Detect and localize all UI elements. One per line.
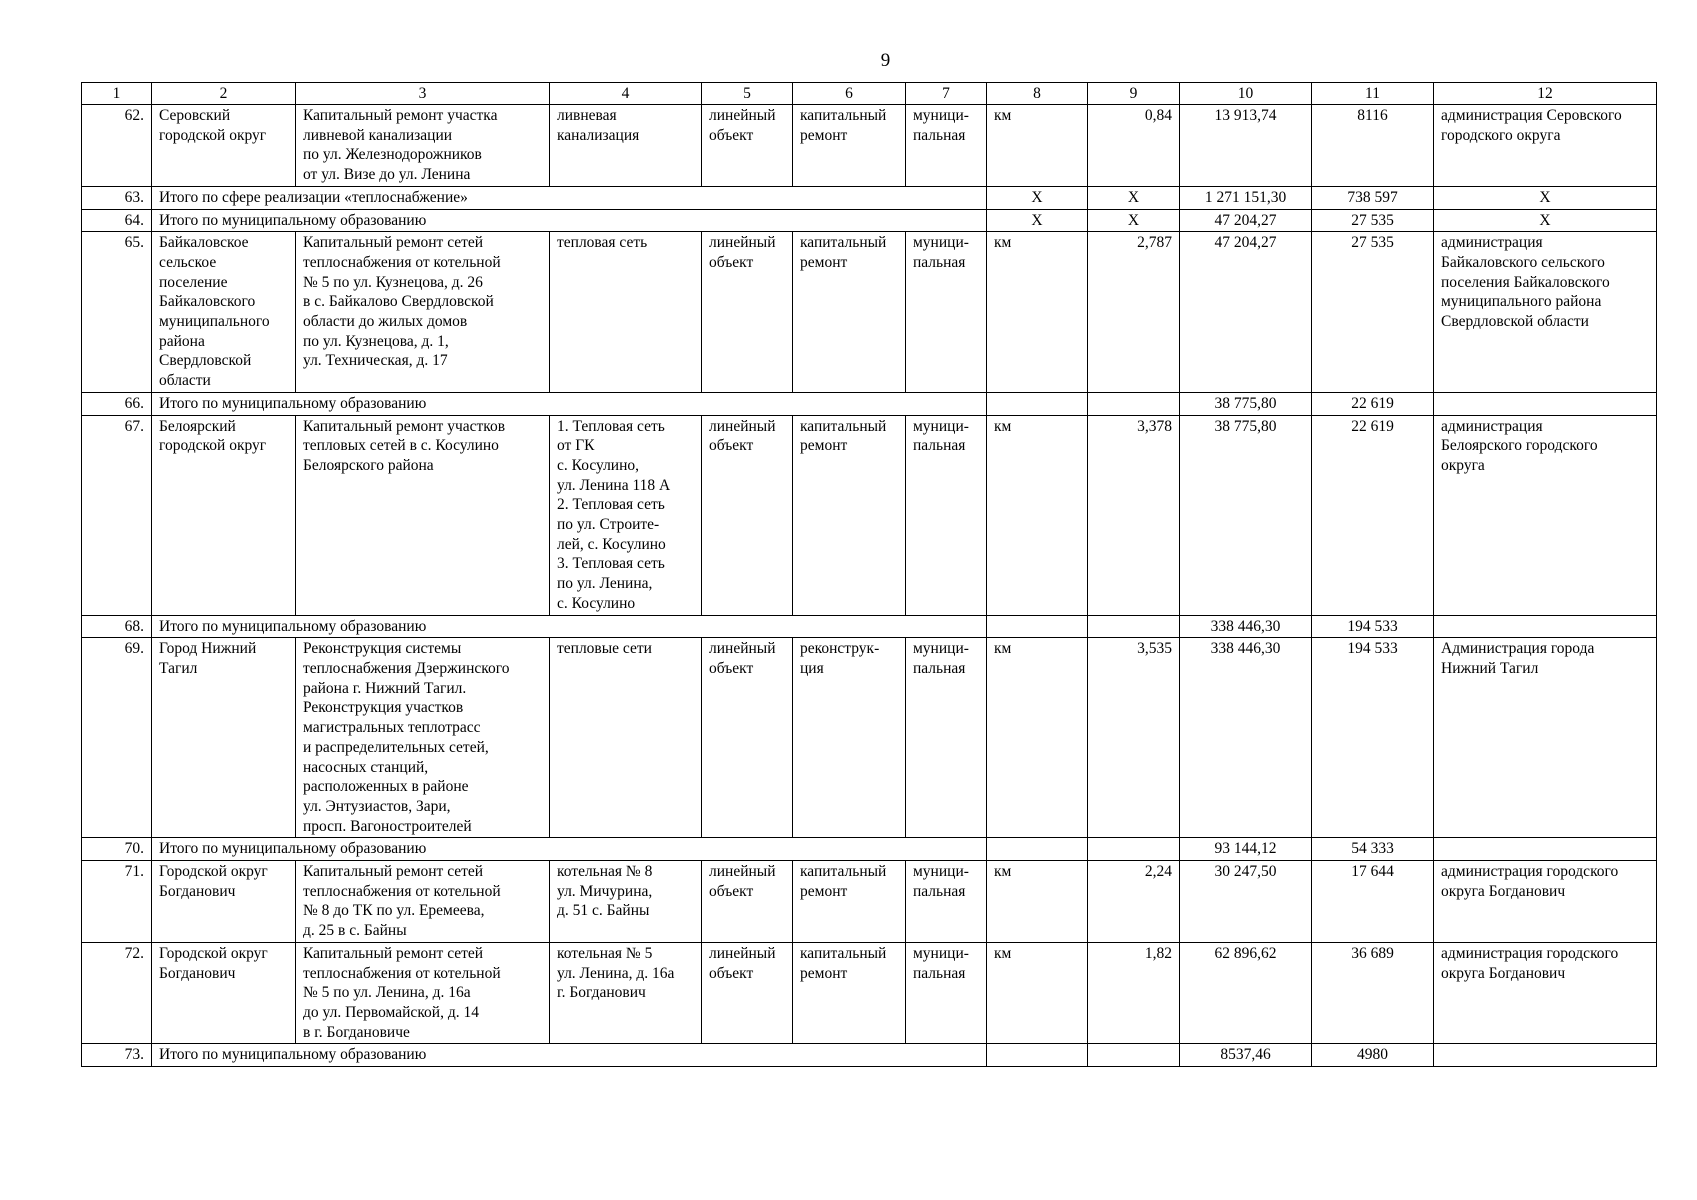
ownership-cell: муници- пальная (906, 942, 987, 1044)
object-name-cell: Капитальный ремонт сетей теплоснабжения от котельной № 8 до ТК по ул. Еремеева, д. 25 в с. Байны (296, 861, 550, 943)
subsidy-cell: 36 689 (1312, 942, 1434, 1044)
row-number: 73. (82, 1044, 152, 1067)
object-description-cell: 1. Тепловая сеть от ГК с. Косулино, ул. Ленина 118 А 2. Тепловая сеть по ул. Строите- лей, с. Косулино 3. Тепловая сеть по ул. Ленина, с. Косулино (550, 415, 702, 615)
col9-cell (1088, 392, 1180, 415)
column-header: 5 (702, 83, 793, 105)
row-number: 64. (82, 209, 152, 232)
subsidy-cell: 27 535 (1312, 209, 1434, 232)
unit-cell: км (987, 105, 1088, 187)
total-row (82, 186, 1657, 209)
total-row (82, 615, 1657, 638)
row-number: 66. (82, 392, 152, 415)
municipality-cell: Серовский городской округ (152, 105, 296, 187)
cost-cell: 13 913,74 (1180, 105, 1312, 187)
object-description-cell: тепловая сеть (550, 232, 702, 393)
total-label: Итого по муниципальному образованию (152, 1044, 987, 1067)
work-type-cell: капитальный ремонт (793, 232, 906, 393)
object-kind-cell: линейный объект (702, 638, 793, 838)
col8-cell (987, 1044, 1088, 1067)
column-header: 10 (1180, 83, 1312, 105)
col8-cell (987, 392, 1088, 415)
row-number: 70. (82, 838, 152, 861)
column-header: 2 (152, 83, 296, 105)
subsidy-cell: 27 535 (1312, 232, 1434, 393)
subsidy-cell: 4980 (1312, 1044, 1434, 1067)
col9-cell (1088, 1044, 1180, 1067)
object-description-cell: ливневая канализация (550, 105, 702, 187)
col9-cell (1088, 838, 1180, 861)
cost-cell: 30 247,50 (1180, 861, 1312, 943)
row-number: 65. (82, 232, 152, 393)
total-label: Итого по муниципальному образованию (152, 209, 987, 232)
row-number: 62. (82, 105, 152, 187)
table-row (82, 415, 1657, 615)
col12-cell (1434, 392, 1657, 415)
col12-cell: X (1434, 209, 1657, 232)
cost-cell: 62 896,62 (1180, 942, 1312, 1044)
object-name-cell: Капитальный ремонт участка ливневой канализации по ул. Железнодорожников от ул. Визе до ул. Ленина (296, 105, 550, 187)
column-header: 1 (82, 83, 152, 105)
object-description-cell: тепловые сети (550, 638, 702, 838)
table-row (82, 942, 1657, 1044)
total-row (82, 838, 1657, 861)
col9-cell (1088, 615, 1180, 638)
municipality-cell: Городской округ Богданович (152, 942, 296, 1044)
subsidy-cell: 738 597 (1312, 186, 1434, 209)
row-number: 63. (82, 186, 152, 209)
object-kind-cell: линейный объект (702, 232, 793, 393)
table-row (82, 105, 1657, 187)
table-row (82, 232, 1657, 393)
cost-cell: 38 775,80 (1180, 392, 1312, 415)
municipality-cell: Город Нижний Тагил (152, 638, 296, 838)
object-description-cell: котельная № 8 ул. Мичурина, д. 51 с. Байны (550, 861, 702, 943)
page-number: 9 (880, 50, 891, 71)
capacity-cell: 2,24 (1088, 861, 1180, 943)
work-type-cell: капитальный ремонт (793, 105, 906, 187)
customer-cell: администрация Серовского городского округа (1434, 105, 1657, 187)
object-name-cell: Капитальный ремонт сетей теплоснабжения от котельной № 5 по ул. Ленина, д. 16а до ул. Первомайской, д. 14 в г. Богдановиче (296, 942, 550, 1044)
subsidy-cell: 8116 (1312, 105, 1434, 187)
customer-cell: администрация городского округа Богданович (1434, 861, 1657, 943)
object-kind-cell: линейный объект (702, 105, 793, 187)
row-number: 72. (82, 942, 152, 1044)
row-number: 67. (82, 415, 152, 615)
subsidy-cell: 22 619 (1312, 392, 1434, 415)
cost-cell: 47 204,27 (1180, 209, 1312, 232)
object-description-cell: котельная № 5 ул. Ленина, д. 16а г. Богданович (550, 942, 702, 1044)
subsidy-cell: 17 644 (1312, 861, 1434, 943)
capacity-cell: 0,84 (1088, 105, 1180, 187)
table-row (82, 638, 1657, 838)
work-type-cell: капитальный ремонт (793, 861, 906, 943)
cost-cell: 38 775,80 (1180, 415, 1312, 615)
object-name-cell: Капитальный ремонт участков тепловых сетей в с. Косулино Белоярского района (296, 415, 550, 615)
column-header: 12 (1434, 83, 1657, 105)
customer-cell: администрация Белоярского городского округа (1434, 415, 1657, 615)
table-body (82, 83, 1657, 1067)
total-label: Итого по сфере реализации «теплоснабжение» (152, 186, 987, 209)
investment-table (81, 82, 1657, 1067)
object-name-cell: Реконструкция системы теплоснабжения Дзержинского района г. Нижний Тагил. Реконструкция участков магистральных теплотрасс и распределительных сетей, насосных станций, расположенных в районе ул. Энтузиастов, Зари, просп. Вагоностроителей (296, 638, 550, 838)
customer-cell: администрация городского округа Богданович (1434, 942, 1657, 1044)
unit-cell: км (987, 232, 1088, 393)
municipality-cell: Белоярский городской округ (152, 415, 296, 615)
column-header: 6 (793, 83, 906, 105)
unit-cell: км (987, 415, 1088, 615)
subsidy-cell: 194 533 (1312, 615, 1434, 638)
capacity-cell: 1,82 (1088, 942, 1180, 1044)
subsidy-cell: 54 333 (1312, 838, 1434, 861)
col9-cell: X (1088, 186, 1180, 209)
col8-cell (987, 838, 1088, 861)
col9-cell: X (1088, 209, 1180, 232)
ownership-cell: муници- пальная (906, 638, 987, 838)
unit-cell: км (987, 638, 1088, 838)
capacity-cell: 3,535 (1088, 638, 1180, 838)
object-kind-cell: линейный объект (702, 942, 793, 1044)
object-name-cell: Капитальный ремонт сетей теплоснабжения от котельной № 5 по ул. Кузнецова, д. 26 в с. Байкалово Свердловской области до жилых домов по ул. Кузнецова, д. 1, ул. Техническая, д. 17 (296, 232, 550, 393)
subsidy-cell: 194 533 (1312, 638, 1434, 838)
column-header: 11 (1312, 83, 1434, 105)
cost-cell: 1 271 151,30 (1180, 186, 1312, 209)
col8-cell (987, 615, 1088, 638)
column-header: 8 (987, 83, 1088, 105)
work-type-cell: реконструк- ция (793, 638, 906, 838)
total-row (82, 392, 1657, 415)
total-label: Итого по муниципальному образованию (152, 615, 987, 638)
total-label: Итого по муниципальному образованию (152, 838, 987, 861)
col8-cell: X (987, 209, 1088, 232)
col8-cell: X (987, 186, 1088, 209)
municipality-cell: Байкаловское сельское поселение Байкаловского муниципального района Свердловской области (152, 232, 296, 393)
municipality-cell: Городской округ Богданович (152, 861, 296, 943)
cost-cell: 338 446,30 (1180, 638, 1312, 838)
ownership-cell: муници- пальная (906, 861, 987, 943)
ownership-cell: муници- пальная (906, 232, 987, 393)
column-header: 7 (906, 83, 987, 105)
ownership-cell: муници- пальная (906, 415, 987, 615)
row-number: 71. (82, 861, 152, 943)
subsidy-cell: 22 619 (1312, 415, 1434, 615)
column-number-row (82, 83, 1657, 105)
work-type-cell: капитальный ремонт (793, 415, 906, 615)
cost-cell: 47 204,27 (1180, 232, 1312, 393)
customer-cell: Администрация города Нижний Тагил (1434, 638, 1657, 838)
total-row (82, 209, 1657, 232)
cost-cell: 93 144,12 (1180, 838, 1312, 861)
column-header: 3 (296, 83, 550, 105)
capacity-cell: 3,378 (1088, 415, 1180, 615)
column-header: 4 (550, 83, 702, 105)
total-row (82, 1044, 1657, 1067)
object-kind-cell: линейный объект (702, 861, 793, 943)
column-header: 9 (1088, 83, 1180, 105)
table-row (82, 861, 1657, 943)
total-label: Итого по муниципальному образованию (152, 392, 987, 415)
customer-cell: администрация Байкаловского сельского поселения Байкаловского муниципального района Свердловской области (1434, 232, 1657, 393)
unit-cell: км (987, 942, 1088, 1044)
col12-cell: X (1434, 186, 1657, 209)
unit-cell: км (987, 861, 1088, 943)
col12-cell (1434, 838, 1657, 861)
row-number: 69. (82, 638, 152, 838)
row-number: 68. (82, 615, 152, 638)
col12-cell (1434, 615, 1657, 638)
ownership-cell: муници- пальная (906, 105, 987, 187)
cost-cell: 8537,46 (1180, 1044, 1312, 1067)
object-kind-cell: линейный объект (702, 415, 793, 615)
work-type-cell: капитальный ремонт (793, 942, 906, 1044)
cost-cell: 338 446,30 (1180, 615, 1312, 638)
col12-cell (1434, 1044, 1657, 1067)
capacity-cell: 2,787 (1088, 232, 1180, 393)
